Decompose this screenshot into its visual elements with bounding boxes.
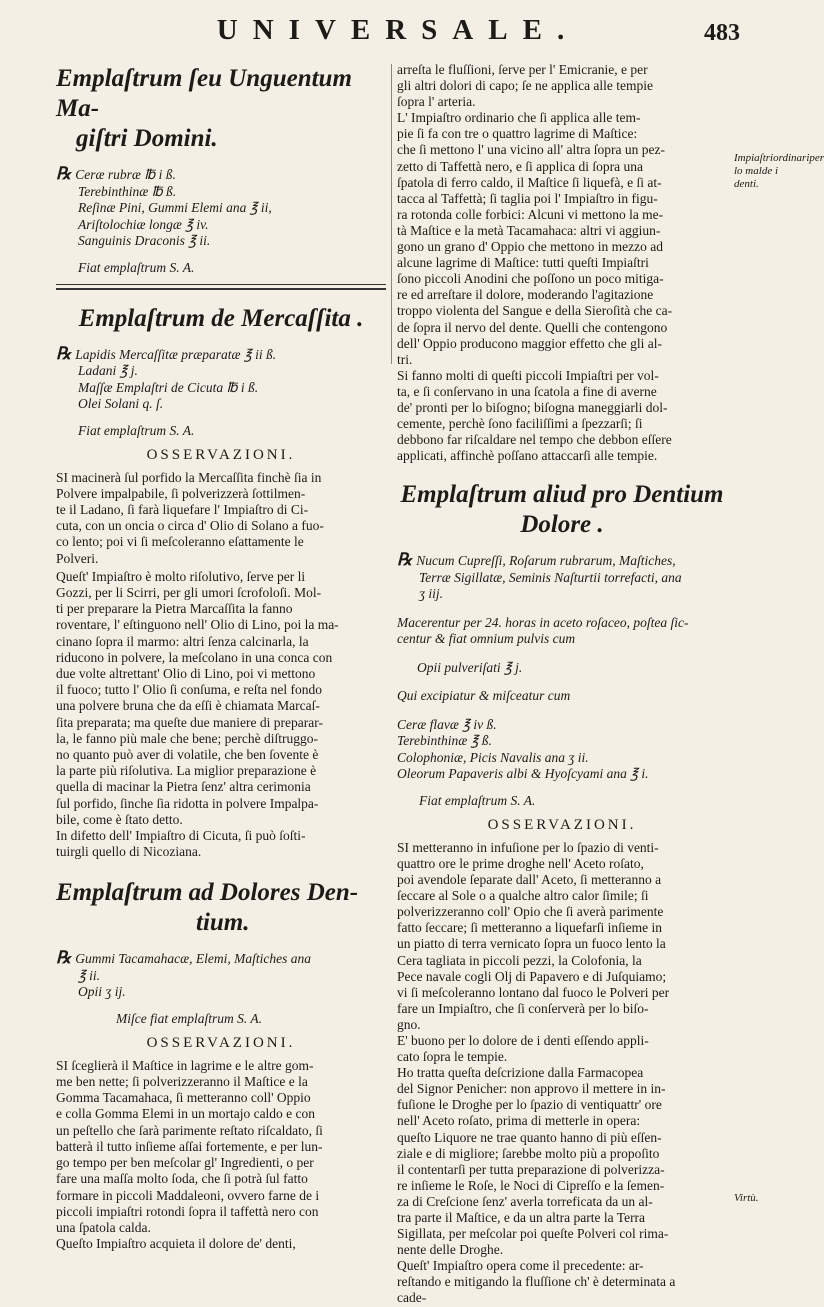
paragraph-line: te il Ladano, ſi farà liquefare l' Impiaſtro di Ci- (56, 501, 309, 517)
paragraph-line: Gomma Tacamahaca, ſi metteranno coll' Oppio (56, 1090, 311, 1106)
paragraph-line: Ho tratta queſta deſcrizione dalla Farmacopea (397, 1065, 644, 1081)
paragraph-line: re ed arreſtare il dolore, moderando l'agitazione (397, 287, 654, 303)
paragraph-line: ſpatola di ferro caldo, il Maſtice ſi liquefà, e ſi at- (397, 174, 662, 190)
paragraph-line: ta, e ſi conſervano in una ſcatola a fine di averne (397, 383, 657, 399)
section-title-mercassita: Emplaſtrum de Mercaſſita . (78, 304, 364, 332)
section-title-dolores-dentium (56, 878, 386, 938)
paragraph-line: de ſopra il nervo del dente. Quelli che contengono (397, 319, 668, 335)
paragraph-line: de' pronti per lo biſogno; biſogna maneggiarli dol- (397, 399, 668, 415)
paragraph-line: gli altri dolori di capo; ſe ne applica alle tempie (397, 78, 654, 94)
paragraph-line: Si fanno molti di queſti piccoli Impiaſtri per vol- (397, 367, 659, 383)
paragraph-line: applicati, affinchè poſſano attaccarſi alle tempie. (397, 448, 658, 464)
paragraph-line: Gozzi, per li Scirri, per gli umori ſcrofoloſi. Mol- (56, 584, 322, 600)
paragraph-line: quattro ore le prime droghe nell' Aceto roſato, (397, 855, 644, 871)
paragraph-line: tra parte il Maſtice, e da un altra parte la Terra (397, 1210, 646, 1225)
recipe-line: ℞ Ceræ rubræ ℔ i ß. (56, 164, 176, 183)
recipe-line: Ariſtolochiæ longæ ℥ iv. (78, 216, 209, 232)
paragraph-line: troppo violenta del Sangue e della Sieroſità che ca- (397, 303, 673, 319)
paragraph-line: quella di macinar la Pietra ſenz' altra cerimonia (56, 779, 311, 795)
column-divider (391, 64, 392, 364)
paragraph-line: vi ſi meſcoleranno lontano dal fuoco le Polveri per (397, 984, 670, 1000)
paragraph-line: reſtando e mitigando la fluſſione ch' è determinata a (397, 1274, 676, 1290)
recipe-line: ℞ Nucum Cupreſſi, Roſarum rubrarum, Maſtiches, (397, 550, 676, 570)
paragraph-line: no quanto può aver di volatile, che ben ſovente è (56, 746, 319, 762)
paragraph-line: tri. (397, 351, 413, 367)
paragraph-line: il fuoco; tutto l' Olio ſi conſuma, e reſta nel fondo (56, 682, 322, 698)
paragraph-line: cinano ſopra il marmo: altri ſenza calcinarla, la (56, 633, 309, 649)
recipe-line: ʒ iij. (419, 586, 443, 602)
recipe-line: Oleorum Papaveris albi & Hyoſcyami ana ℥ i. (397, 766, 649, 782)
paragraph-line: roventare, l' eſtinguono nell' Olio di Lino, poi la ma- (56, 617, 339, 633)
recipe-symbol-icon: ℞ (56, 343, 72, 363)
observations-heading: OSSERVAZIONI. (146, 446, 296, 463)
recipe-instruction: Fiat emplaſtrum S. A. (78, 422, 195, 438)
paragraph-line: ti per preparare la Pietra Marcaſſita la fanno (56, 601, 293, 617)
paragraph-line: SI macinerà ſul porfido la Mercaſſita finchè ſia in (56, 469, 322, 485)
paragraph-line: la, le fanno più male che bene; perchè diſtruggo- (56, 730, 319, 746)
recipe-directions (397, 615, 727, 648)
recipe-instruction: Fiat emplaſtrum S. A. (78, 259, 195, 275)
margin-note-line: ordinari (773, 152, 810, 164)
recipe-line: Ceræ flavæ ℥ iv ß. (397, 716, 497, 732)
recipe-line: ℞ Gummi Tacamahacæ, Elemi, Maſtiches ana (56, 948, 311, 968)
recipe-line: centur & fiat omnium pulvis cum (397, 631, 576, 647)
recipe-symbol-icon: ℞ (56, 164, 72, 183)
margin-notes (734, 70, 824, 1204)
paragraph-line: Cera tagliata in piccoli pezzi, la Colofonia, la (397, 952, 642, 968)
margin-note-impiastri (734, 152, 824, 191)
paragraph-line: tuirgli quello di Nicoziana. (56, 844, 202, 860)
margin-note-virtu: Virtù. (734, 1192, 759, 1204)
paragraph-line: poi avendole ſeparate dall' Aceto, ſi metteranno a (397, 872, 662, 888)
recipe-line: Reſinæ Pini, Gummi Elemi ana ℥ ii, (78, 200, 272, 215)
observation-paragraph (397, 840, 727, 1307)
paragraph-line: queſto Liquore ne trae quanto hanno di più eſſen- (397, 1129, 662, 1145)
paragraph-line: batterà il tutto inſieme aſſai fortemente, e per lun- (56, 1138, 323, 1154)
margin-note-line: Impiaſtri (734, 152, 774, 164)
paragraph-line: un piatto di terra vernicato ſopra un fuoco lento la (397, 936, 666, 952)
title-line: tium. (196, 909, 250, 937)
paragraph-line: me ben nette; ſi polverizzeranno il Maſtice e la (56, 1074, 308, 1090)
paragraph-line: Polveri. (56, 550, 99, 566)
recipe-line: Terebinthinæ ℔ ß. (78, 183, 177, 199)
paragraph-line: cuta, con un oncia o circa d' Olio di Solano a fuo- (56, 518, 324, 534)
paragraph-line: Pece navale cogli Olj di Papavero e di Juſquiamo; (397, 968, 667, 984)
paragraph-line: SI ſceglierà il Maſtice in lagrime e le altre gom- (56, 1057, 314, 1073)
paragraph-line: nente delle Droghe. (397, 1242, 504, 1258)
paragraph-line: E' buono per lo dolore de i denti eſſendo appli- (397, 1032, 649, 1048)
paragraph-line: che ſi mettono l' una vicino all' altra ſopra un pez- (397, 142, 666, 158)
title-line: Emplaſtrum ad Dolores Den- (56, 879, 359, 907)
continued-paragraph (397, 62, 727, 464)
paragraph-line: Queſt' Impiaſtro opera come il precedente: ar- (397, 1258, 644, 1274)
paragraph-line: go tempo per ben meſcolar gl' Ingredienti, o per (56, 1155, 314, 1171)
recipe-line: Terræ Sigillatæ, Seminis Naſturtii torrefacti, ana (419, 569, 682, 585)
paragraph-line: una polvere bruna che da eſſi è chiamata Marcaſ- (56, 698, 320, 714)
paragraph-line: pie ſi fa con tre o quattro lagrime di Maſtice: (397, 126, 638, 142)
recipe-line: Ladani ℥ j. (78, 363, 138, 378)
recipe-line: Terebinthinæ ℥ ß. (397, 733, 492, 749)
observation-paragraph (56, 470, 386, 567)
paragraph-line: fuſione le Droghe per lo ſpazio di ventiquattr' ore (397, 1097, 662, 1113)
running-title: UNIVERSALE. (216, 14, 580, 46)
paragraph-line: za di Creſcione ſenz' averla torreficata da un al- (397, 1193, 653, 1209)
recipe-line: Opii ʒ ij. (78, 984, 126, 1000)
title-line: Emplaſtrum ſeu Unguentum Ma- (56, 65, 352, 122)
observation-paragraph (56, 1058, 386, 1252)
paragraph-line: cade- (397, 1290, 427, 1306)
section-rule (56, 284, 386, 290)
observation-paragraph (56, 569, 386, 861)
paragraph-line: piccoli impiaſtri rotondi ſopra il taffettà nero con (56, 1203, 319, 1219)
paragraph-line: fatto ſeccare; ſi metteranno a liquefarſi inſieme in (397, 920, 663, 936)
paragraph-line: co lento; poi vi ſi meſcoleranno eſattamente le (56, 534, 304, 550)
recipe-ingredients (397, 717, 727, 783)
paragraph-line: ziale e di migliore; ſarebbe molto più a propoſito (397, 1145, 660, 1161)
paragraph-line: riducono in polvere, la meſcolano in una conca con (56, 649, 333, 665)
paragraph-line: un peſtello che ſarà parimente reſtato riſcaldato, ſi (56, 1122, 323, 1138)
paragraph-line: SI metteranno in infuſione per lo ſpazio di venti- (397, 839, 659, 855)
paragraph-line: dell' Oppio producono maggior effetto che gli al- (397, 335, 662, 351)
paragraph-line: formare in piccoli Maddaleoni, ovvero farne de i (56, 1187, 320, 1203)
paragraph-line: la parte più riſolutiva. La miglior preparazione è (56, 763, 317, 779)
title-line: giſtri Domini. (76, 125, 218, 152)
paragraph-line: ſita preparata; ma queſte due maniere di preparar- (56, 714, 323, 730)
recipe-line: ℞ Lapidis Mercaſſitæ præparatæ ℥ ii ß. (56, 343, 277, 363)
recipe-line: Colophoniæ, Picis Navalis ana ʒ ii. (397, 749, 589, 765)
recipe-aliud-dentium (397, 552, 727, 603)
paragraph-line: gno. (397, 1016, 421, 1032)
recipe-dolores-dentium (56, 950, 386, 1001)
recipe-line: Sanguinis Draconis ℥ ii. (78, 233, 211, 248)
paragraph-line: Queſto Impiaſtro acquieta il dolore de' denti, (56, 1236, 296, 1252)
left-column (56, 64, 386, 1254)
paragraph-line: fare un Impiaſtro, che ſi conſerverà per lo biſo- (397, 1000, 649, 1016)
paragraph-line: polverizzeranno coll' Opio che ſi averà parimente (397, 904, 664, 920)
paragraph-line: Sigillata, per meſcolar poi queſte Polveri col rima- (397, 1226, 669, 1242)
margin-note-line: de i denti. (734, 165, 779, 190)
title-line: Emplaſtrum aliud pro Dentium (400, 481, 724, 509)
observations-heading: OSSERVAZIONI. (146, 1034, 296, 1051)
recipe-directions (397, 688, 727, 705)
paragraph-line: ſul porfido, ſinche ſia ridotta in polvere Impalpa- (56, 795, 319, 811)
paragraph-line: fare una maſſa molto ſoda, che ſi potrà ſul fatto (56, 1171, 308, 1187)
paragraph-line: alcune lagrime di Maſtice: tutti queſti Impiaſtri (397, 255, 649, 271)
recipe-instruction: Fiat emplaſtrum S. A. (419, 792, 536, 808)
observations-heading: OSSERVAZIONI. (487, 816, 637, 833)
recipe-line: Macerentur per 24. horas in aceto roſaceo, poſtea ſic- (397, 614, 689, 630)
page-number: 483 (704, 20, 740, 46)
section-title-magistri-domini (56, 64, 386, 154)
recipe-instruction: Miſce fiat emplaſtrum S. A. (116, 1010, 262, 1026)
recipe-line: Opii pulveriſati ℥ j. (417, 659, 523, 675)
paragraph-line: In difetto dell' Impiaſtro di Cicuta, ſi può ſoſti- (56, 827, 306, 843)
recipe-line: Maſſæ Emplaſtri de Cicuta ℔ i ß. (78, 379, 259, 395)
paragraph-line: tacca al Taffettà; ſi taglia poi l' Impiaſtro in figu- (397, 190, 658, 206)
paragraph-line: gono un grano d' Oppio che mettono in mezzo ad (397, 239, 663, 255)
paragraph-line: cato ſopra le tempie. (397, 1049, 508, 1065)
recipe-directions (397, 660, 727, 677)
paragraph-line: ſopra l' arteria. (397, 94, 476, 110)
recipe-line: Olei Solani q. ſ. (78, 396, 164, 411)
paragraph-line: arreſta le fluſſioni, ſerve per l' Emicranie, e per (397, 62, 648, 77)
paragraph-line: debbono far riſcaldare nel tempo che debbon eſſere (397, 432, 672, 448)
section-title-aliud-pro-dentium (397, 480, 727, 540)
paragraph-line: il contentarſi per tutta preparazione di polverizza- (397, 1161, 665, 1177)
recipe-mercassita (56, 343, 386, 413)
paragraph-line: e colla Gomma Elemi in un mortajo caldo e con (56, 1106, 316, 1122)
paragraph-line: re inſieme le Roſe, le Noci di Cipreſſo e la ſemen- (397, 1177, 665, 1193)
paragraph-line: cemente, perchè ſono faciliſſimi a ſpezzarſi; ſi (397, 416, 643, 432)
paragraph-line: L' Impiaſtro ordinario che ſi applica alle tem- (397, 110, 641, 126)
paragraph-line: bile, come è ſtato detto. (56, 811, 183, 827)
recipe-magistri-domini (56, 166, 386, 250)
recipe-line: ℥ ii. (78, 967, 101, 983)
paragraph-line: ſeccare al Sole o a qualche altro calor ſimile; ſi (397, 888, 649, 904)
paragraph-line: Polvere impalpabile, ſi polverizzerà ſottilmen- (56, 485, 306, 501)
paragraph-line: ra rotonda colle forbici: Alcuni vi mettono la me- (397, 206, 664, 222)
paragraph-line: zetto di Taffettà nero, e ſi applica di ſopra una (397, 158, 643, 174)
paragraph-line: del Signor Penicher: non approvo il mettere in in- (397, 1081, 666, 1097)
paragraph-line: due volte altrettant' Olio di Lino, poi vi mettono (56, 665, 316, 681)
right-column (397, 62, 727, 1307)
recipe-line: Qui excipiatur & miſceatur cum (397, 688, 571, 704)
title-line: Dolore . (520, 511, 604, 539)
paragraph-line: ſono piccoli Anodini che poſſono un poco mitiga- (397, 271, 664, 287)
paragraph-line: tà Maſtice e la metà Tacamahaca: altri vi aggiun- (397, 222, 661, 238)
paragraph-line: Queſt' Impiaſtro è molto riſolutivo, ſerve per li (56, 568, 306, 584)
paragraph-line: nell' Aceto roſato, prima di metterle in opera: (397, 1113, 641, 1129)
paragraph-line: una ſpatola calda. (56, 1219, 151, 1235)
recipe-symbol-icon: ℞ (56, 948, 72, 968)
margin-note-line: per lo mal (734, 152, 824, 177)
recipe-symbol-icon: ℞ (397, 550, 413, 570)
